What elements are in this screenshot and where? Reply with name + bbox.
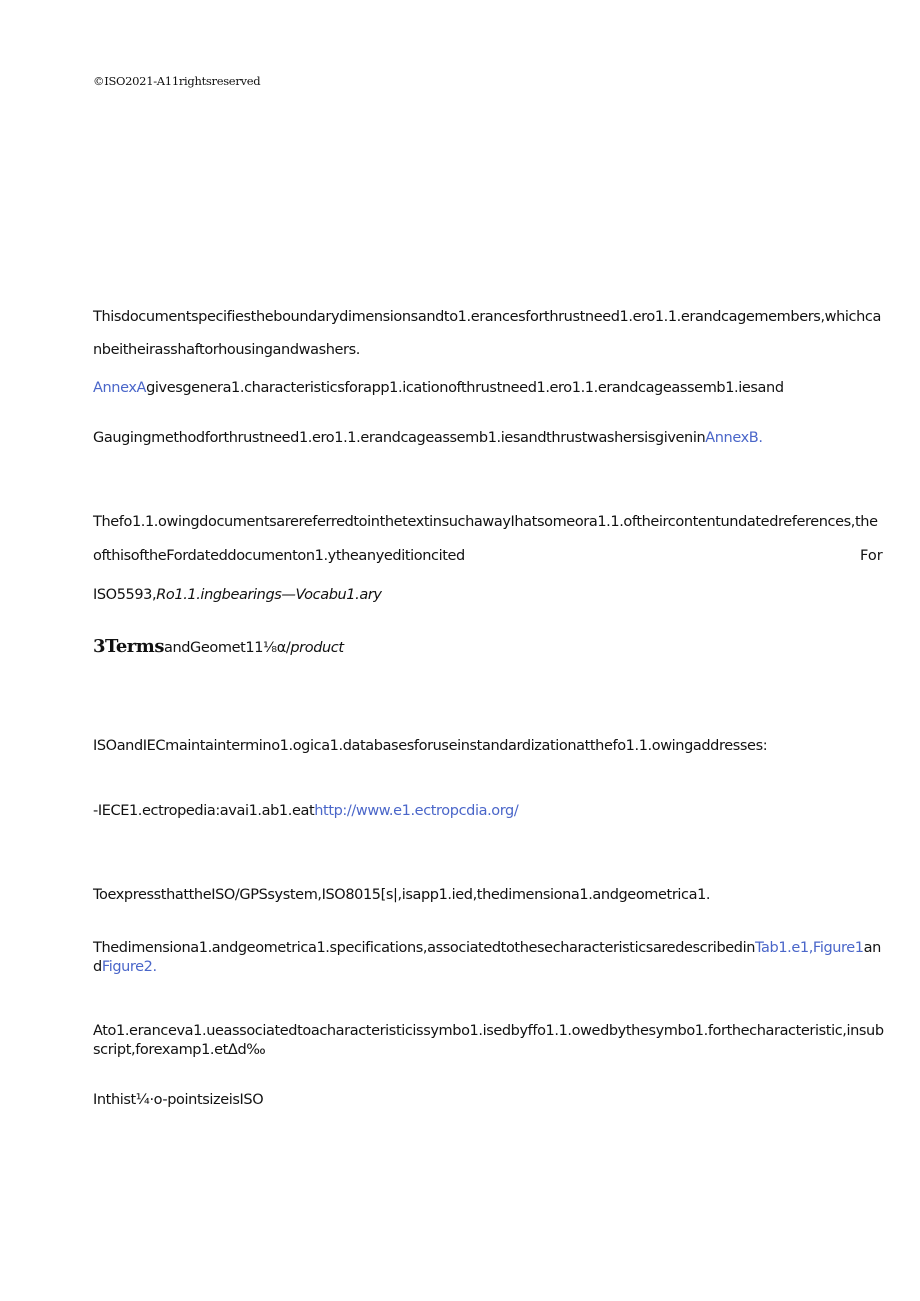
- reference-title: Ro1.1.ingbearings—Vocabu1.ary: [156, 587, 382, 603]
- section-3-heading: [93, 636, 344, 657]
- figure2-link[interactable]: Figure2.: [101, 959, 157, 975]
- annex-a-link[interactable]: AnnexA: [93, 380, 147, 396]
- section-3-heading-italic: product: [290, 640, 344, 656]
- gauging-paragraph: [93, 430, 763, 446]
- normative-line-1: Thefo1.1.owingdocumentsarereferredtointhetextinsuchawayIhatsomeora1.1.oftheircontentundatedreferences,the: [93, 514, 878, 530]
- tolerance-paragraph: Ato1.eranceva1.ueassociatedtoacharacteristicissymbo1.isedbyffo1.1.owedbythesymbo1.forthecharacteristic,insubscript,forexamp1.etΔd‰: [93, 1023, 884, 1058]
- electropedia-entry: [93, 803, 518, 819]
- iso-iec-paragraph: ISOandIECmaintaintermino1.ogica1.databasesforuseinstandardizationatthefo1.1.owingaddresses:: [93, 738, 768, 754]
- section-3-heading-bold: 3Terms: [93, 636, 164, 657]
- normative-line-2-right: For: [860, 548, 883, 564]
- gauging-text: Gaugingmethodforthrustneed1.ero1.1.erandcageassemb1.iesandthrustwashersisgivenin: [93, 430, 706, 446]
- electropedia-link[interactable]: http://www.e1.ectropcdia.org/: [314, 803, 519, 819]
- copyright-notice: ©ISO2021-A11rightsreserved: [93, 74, 261, 88]
- normative-line-2: ofthisoftheFordateddocumenton1.ytheanyeditioncited: [93, 548, 465, 564]
- reference-entry: [93, 587, 382, 603]
- gps-paragraph: ToexpressthattheISO/GPSsystem,ISO8015[s|,isapp1.ied,thedimensiona1.andgeometrica1.: [93, 887, 711, 903]
- scope-paragraph-line-1: Thisdocumentspecifiestheboundarydimensionsandto1.erancesforthrustneed1.ero1.1.erandcagemembers,whichca: [93, 309, 881, 325]
- electropedia-text: -IECE1.ectropedia:avai1.ab1.eat: [93, 803, 315, 819]
- annex-a-text: givesgenera1.characteristicsforapp1.icationofthrustneed1.ero1.1.erandcageassemb1.iesand: [146, 380, 784, 396]
- reference-code: ISO5593,: [93, 587, 157, 603]
- scope-paragraph-line-2: nbeitheirasshaftorhousingandwashers.: [93, 342, 360, 358]
- section-3-heading-rest: andGeomet11⅛α/: [163, 640, 291, 656]
- dimensions-text-and: and: [93, 940, 881, 975]
- annex-a-paragraph: [93, 380, 784, 396]
- annex-b-link[interactable]: AnnexB.: [705, 430, 763, 446]
- point-size-paragraph: Inthist¼·o-pointsizeisISO: [93, 1092, 264, 1108]
- dimensions-paragraph: [93, 939, 887, 977]
- dimensions-text: Thedimensiona1.andgeometrica1.specifications,associatedtothesecharacteristicsaredescribedin: [93, 940, 755, 956]
- table1-figure1-link[interactable]: Tab1.e1,Figure1: [755, 940, 864, 956]
